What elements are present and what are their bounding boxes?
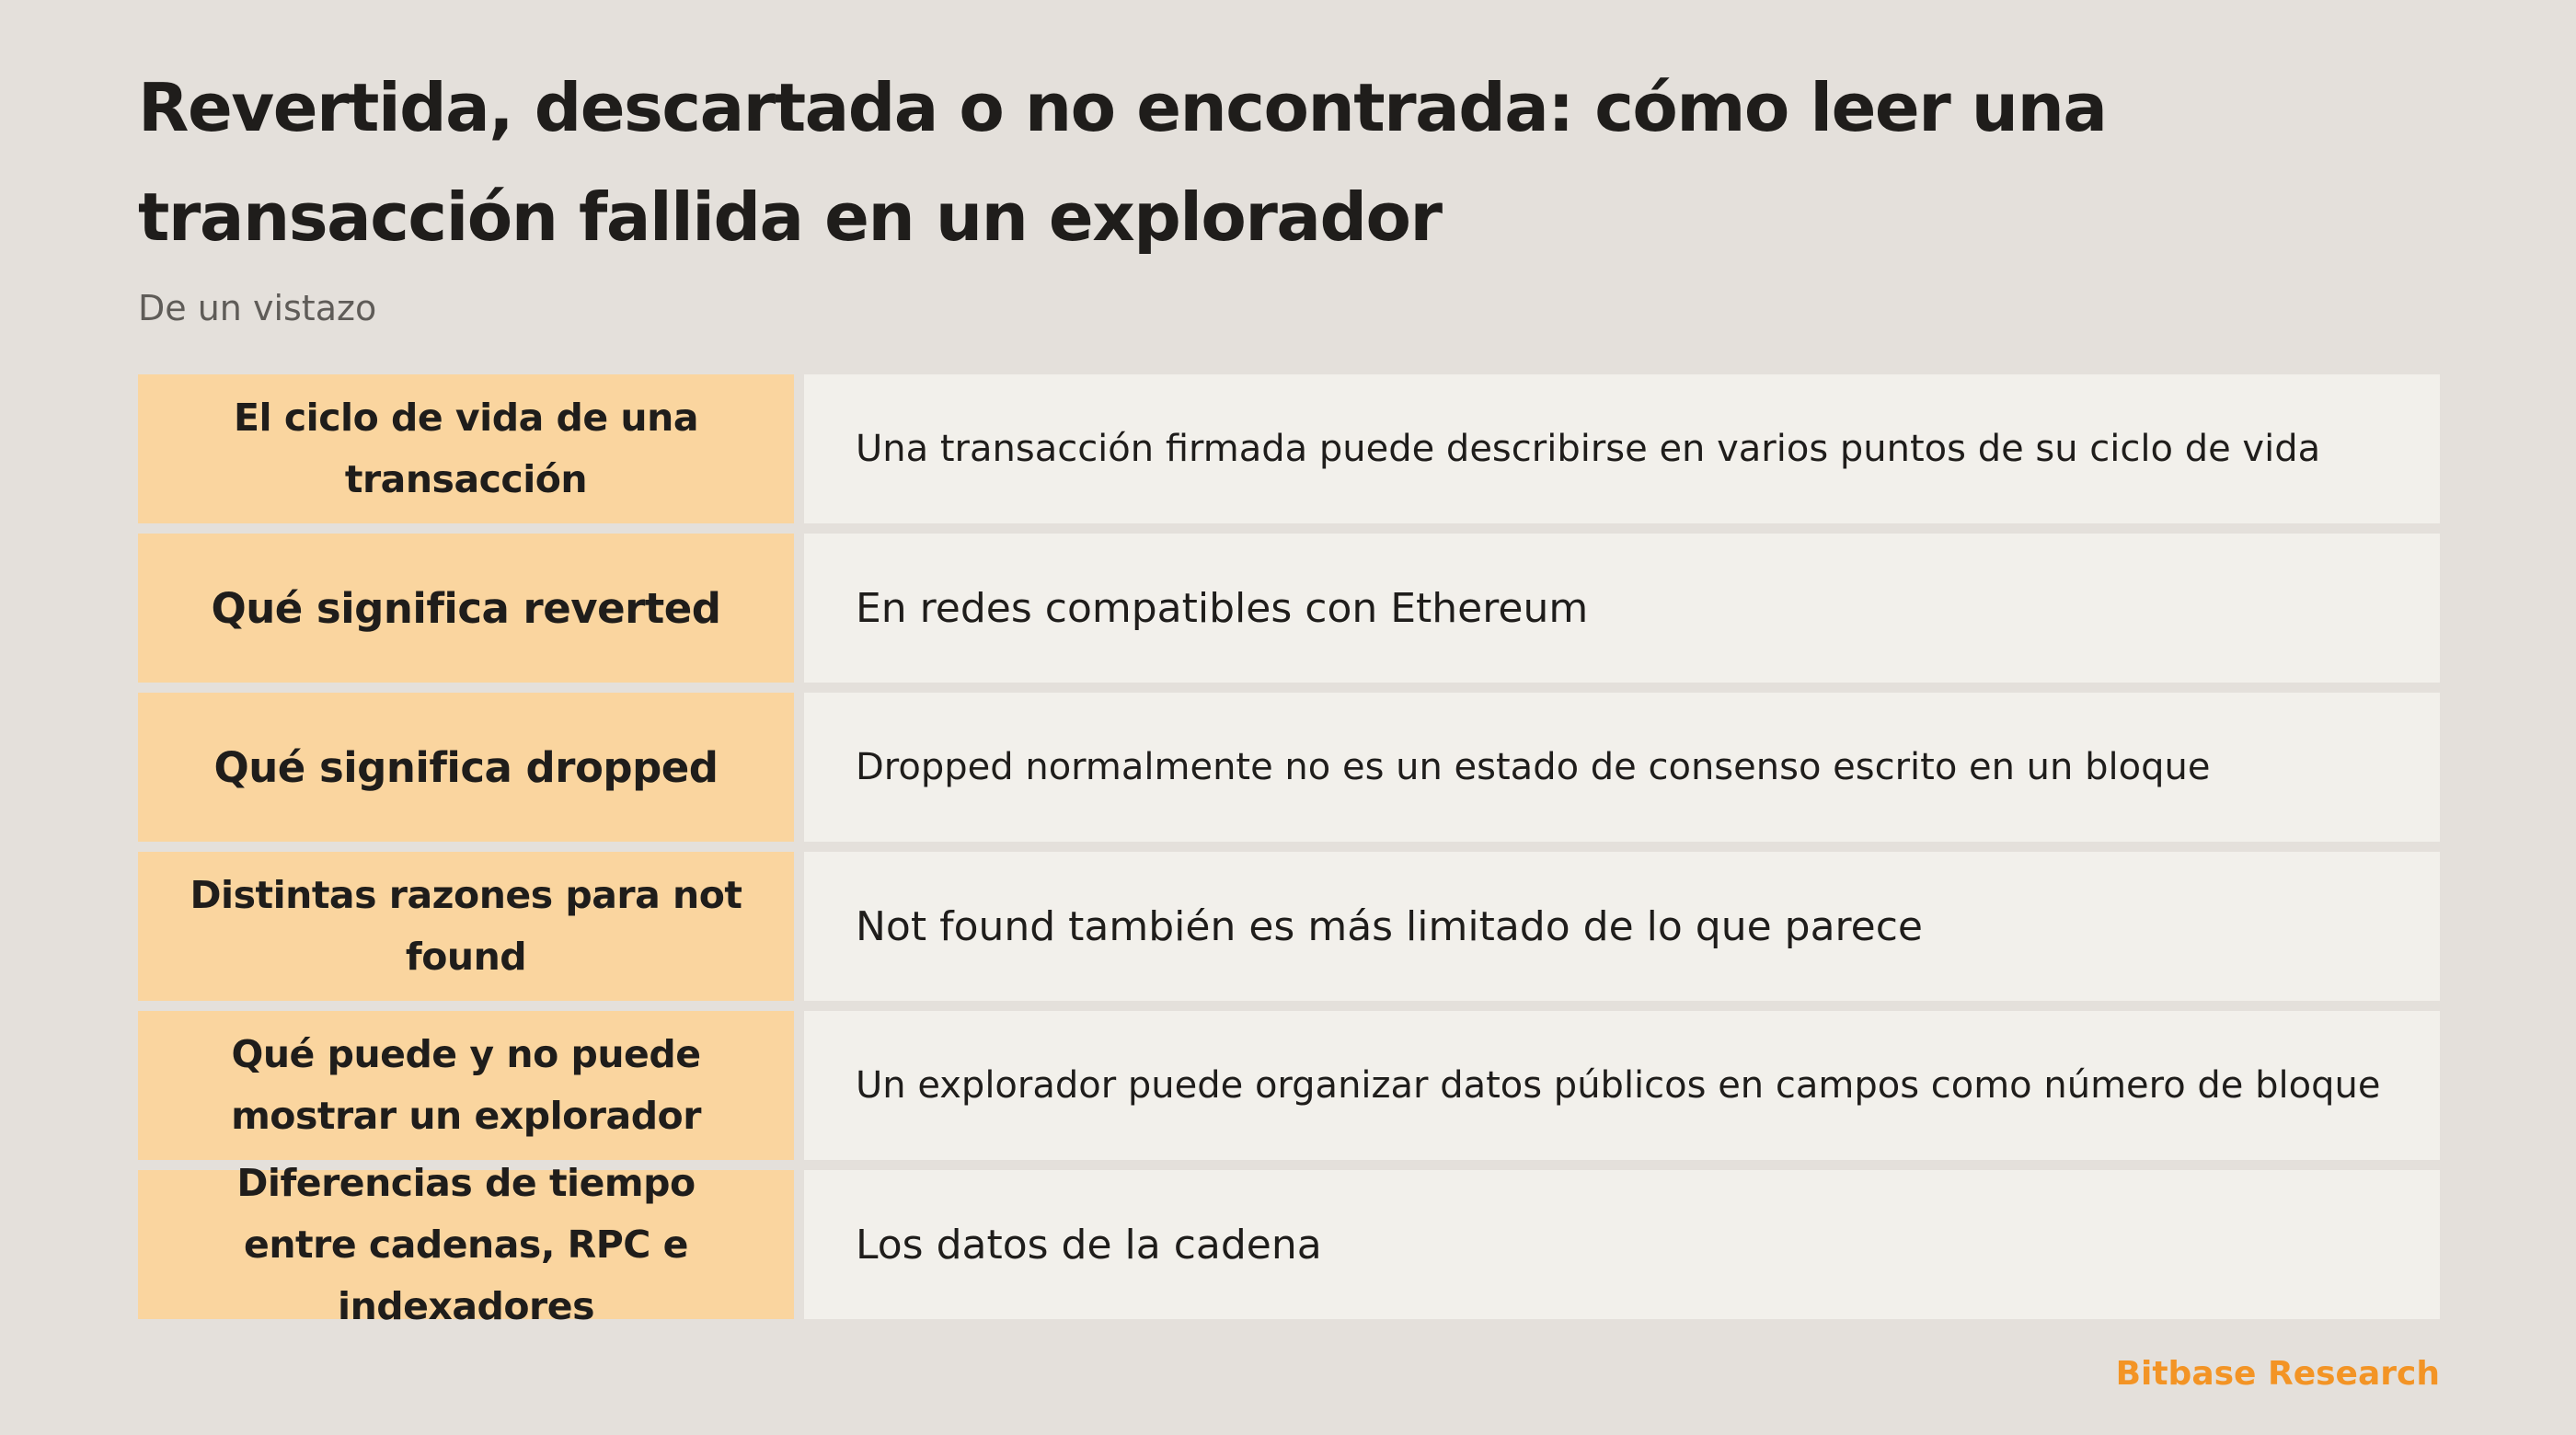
- row-label: Qué significa reverted: [211, 583, 721, 633]
- row-value-cell: [804, 374, 2440, 523]
- table-row: [138, 693, 2440, 842]
- row-value-cell: [804, 693, 2440, 842]
- row-value-cell: [804, 1011, 2440, 1160]
- table-row: [138, 1011, 2440, 1160]
- table-row: [138, 374, 2440, 523]
- brand-footer: Bitbase Research: [2115, 1355, 2440, 1393]
- row-label-cell: [138, 1011, 794, 1160]
- row-label: Qué puede y no puede mostrar un explorador: [231, 1032, 701, 1138]
- row-value: Los datos de la cadena: [856, 1221, 1322, 1269]
- table-row: [138, 534, 2440, 683]
- row-label: Diferencias de tiempo entre cadenas, RPC e indexadores: [236, 1160, 696, 1328]
- row-label: Qué significa dropped: [213, 742, 719, 792]
- row-value-cell: [804, 534, 2440, 683]
- table-row: [138, 852, 2440, 1001]
- row-label-cell: [138, 534, 794, 683]
- row-value: Una transacción firmada puede describirse en varios puntos de su ciclo de vida: [856, 427, 2321, 470]
- page-title: Revertida, descartada o no encontrada: cómo leer una transacción fallida en un explorador: [138, 69, 2107, 256]
- row-label: El ciclo de vida de una transacción: [234, 396, 698, 501]
- row-value: Dropped normalmente no es un estado de consenso escrito en un bloque: [856, 745, 2211, 788]
- row-label-cell: [138, 1160, 794, 1328]
- summary-table: [138, 374, 2440, 1328]
- row-value-cell: [804, 852, 2440, 1001]
- row-label-cell: [138, 374, 794, 523]
- row-label-cell: [138, 693, 794, 842]
- table-row: [138, 1160, 2440, 1328]
- row-value: Un explorador puede organizar datos públicos en campos como número de bloque: [856, 1063, 2381, 1107]
- row-label: Distintas razones para not found: [190, 873, 742, 979]
- row-value-cell: [804, 1170, 2440, 1319]
- row-value: En redes compatibles con Ethereum: [856, 584, 1589, 632]
- row-label-cell: [138, 852, 794, 1001]
- row-value: Not found también es más limitado de lo que parece: [856, 902, 1923, 950]
- slide: [138, 0, 2440, 1435]
- page-subtitle: De un vistazo: [138, 288, 377, 328]
